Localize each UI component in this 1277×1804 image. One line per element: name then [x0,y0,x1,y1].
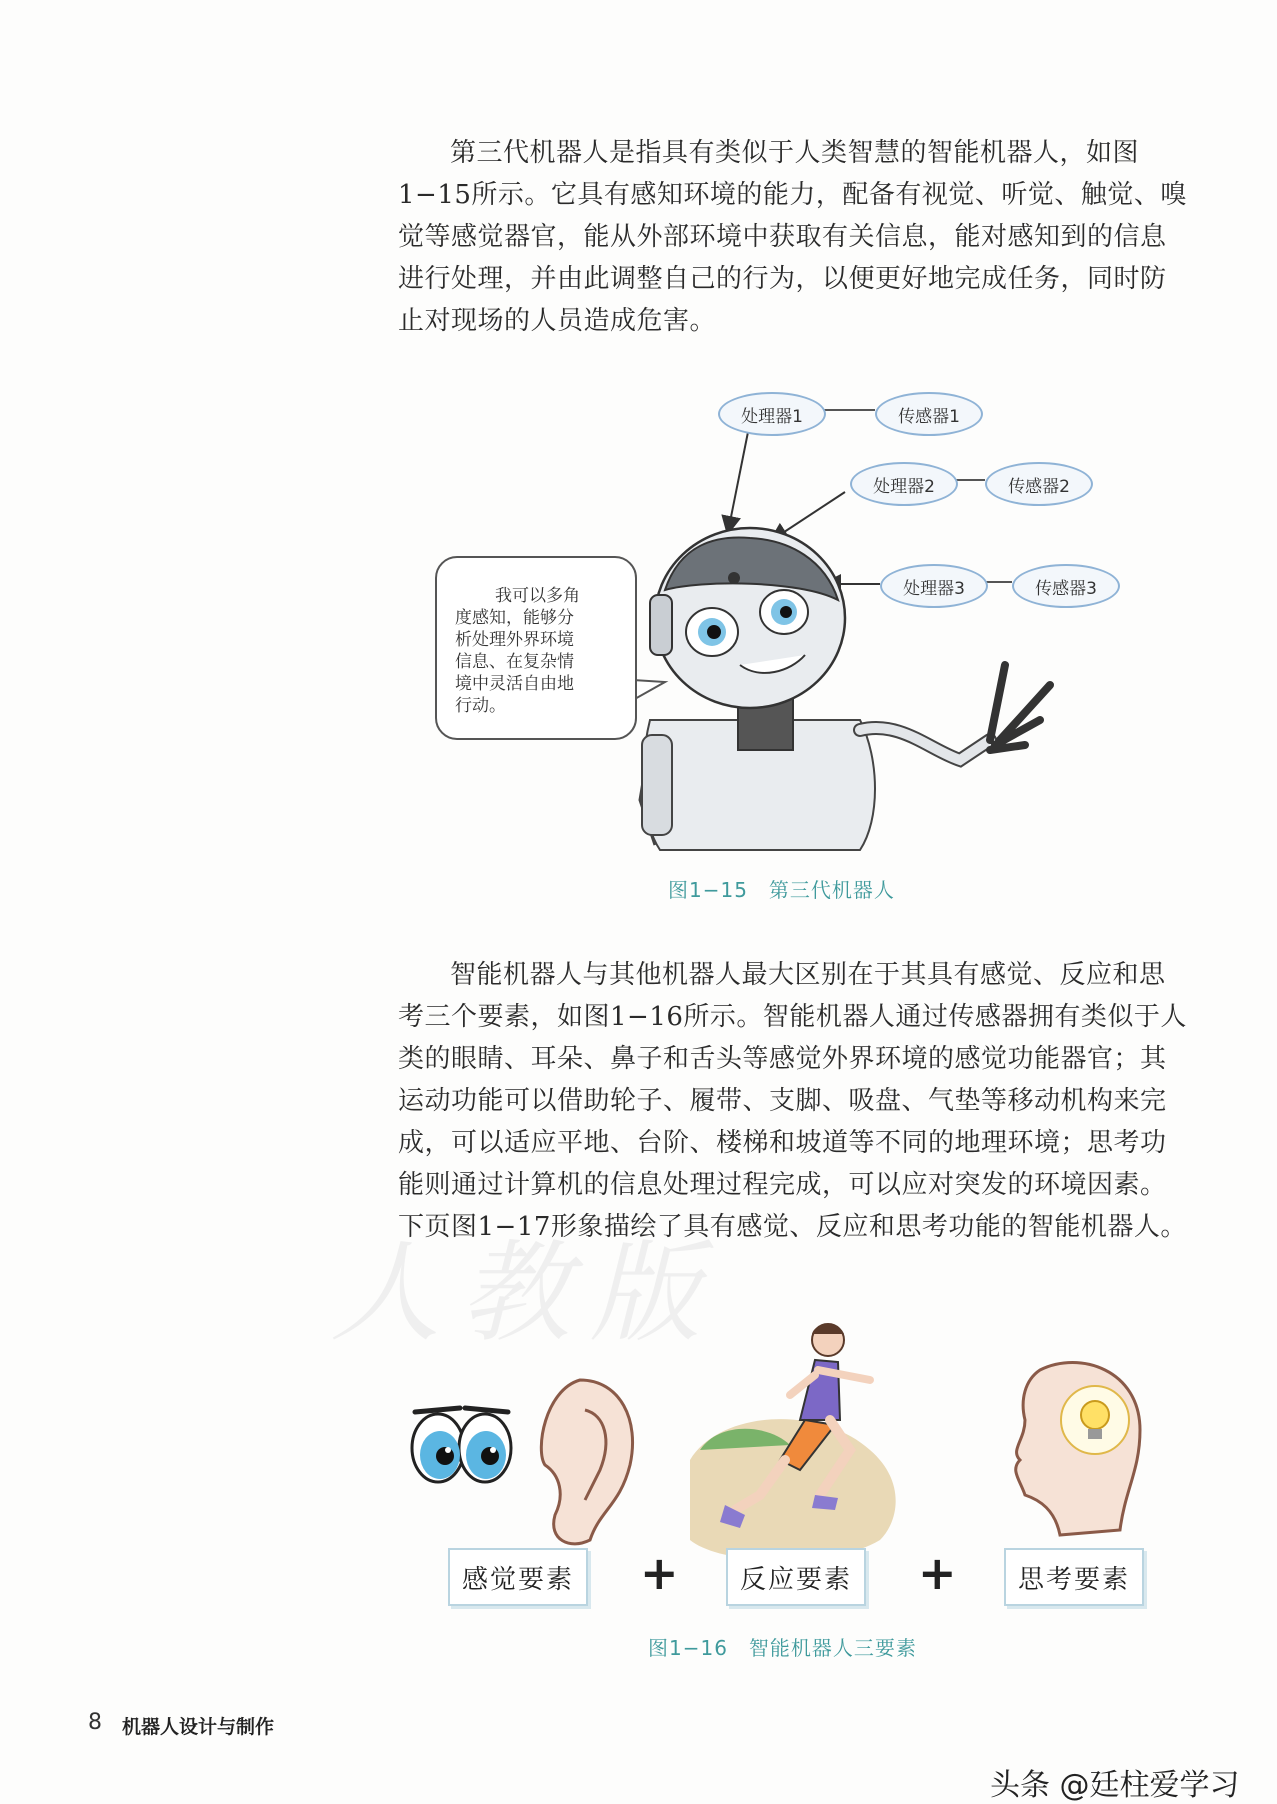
source-watermark: 头条 @廷柱爱学习 [990,1768,1240,1803]
speech-line: 我可以多角 [495,586,580,606]
page-number: 8 [88,1710,102,1735]
label-sense: 感觉要素 [448,1548,588,1606]
text-line: 能则通过计算机的信息处理过程完成，可以应对突发的环境因素。 [398,1170,1167,1200]
text-line: 下页图1−17形象描绘了具有感觉、反应和思考功能的智能机器人。 [398,1212,1187,1242]
bubble-sensor-3: 传感器3 [1012,564,1120,608]
eyes-icon [412,1408,511,1482]
speech-line: 度感知，能够分 [455,608,574,628]
speech-line: 境中灵活自由地 [455,674,574,694]
ear-icon [541,1380,632,1544]
bubble-processor-1: 处理器1 [718,392,826,436]
text-line: 第三代机器人是指具有类似于人类智慧的智能机器人，如图 [450,138,1140,168]
text-line: 智能机器人与其他机器人最大区别在于其具有感觉、反应和思 [450,960,1166,990]
plus-icon: + [640,1546,679,1600]
plus-icon: + [918,1546,957,1600]
bubble-processor-2: 处理器2 [850,462,958,506]
book-title: 机器人设计与制作 [122,1716,275,1738]
text-line: 成，可以适应平地、台阶、楼梯和坡道等不同的地理环境；思考功 [398,1128,1167,1158]
runner-icon [690,1324,896,1561]
thinking-head-icon [1016,1363,1140,1536]
bubble-sensor-2: 传感器2 [985,462,1093,506]
text-line: 1−15所示。它具有感知环境的能力，配备有视觉、听觉、触觉、嗅 [398,180,1187,210]
background-watermark: 人教版 [330,1229,720,1357]
text-line: 类的眼睛、耳朵、鼻子和舌头等感觉外界环境的感觉功能器官；其 [398,1044,1167,1074]
paragraph-2 [398,954,1187,1248]
figure-15-illustration [0,0,1277,900]
text-line: 考三个要素，如图1−16所示。智能机器人通过传感器拥有类似于人 [398,1002,1187,1032]
bubble-processor-3: 处理器3 [880,564,988,608]
speech-text [455,585,595,717]
text-line: 进行处理，并由此调整自己的行为，以便更好地完成任务，同时防 [398,264,1167,294]
text-line: 觉等感觉器官，能从外部环境中获取有关信息，能对感知到的信息 [398,222,1167,252]
figure-15-caption: 图1−15 第三代机器人 [668,878,895,902]
bubble-sensor-1: 传感器1 [875,392,983,436]
robot-illustration [640,528,1050,850]
text-line: 止对现场的人员造成危害。 [398,306,717,336]
speech-line: 行动。 [455,696,506,716]
figure-16-caption: 图1−16 智能机器人三要素 [648,1636,917,1660]
text-line: 运动功能可以借助轮子、履带、支脚、吸盘、气垫等移动机构来完 [398,1086,1167,1116]
speech-line: 析处理外界环境 [455,630,574,650]
label-thinking: 思考要素 [1004,1548,1144,1606]
speech-line: 信息、在复杂情 [455,652,574,672]
label-reaction: 反应要素 [726,1548,866,1606]
